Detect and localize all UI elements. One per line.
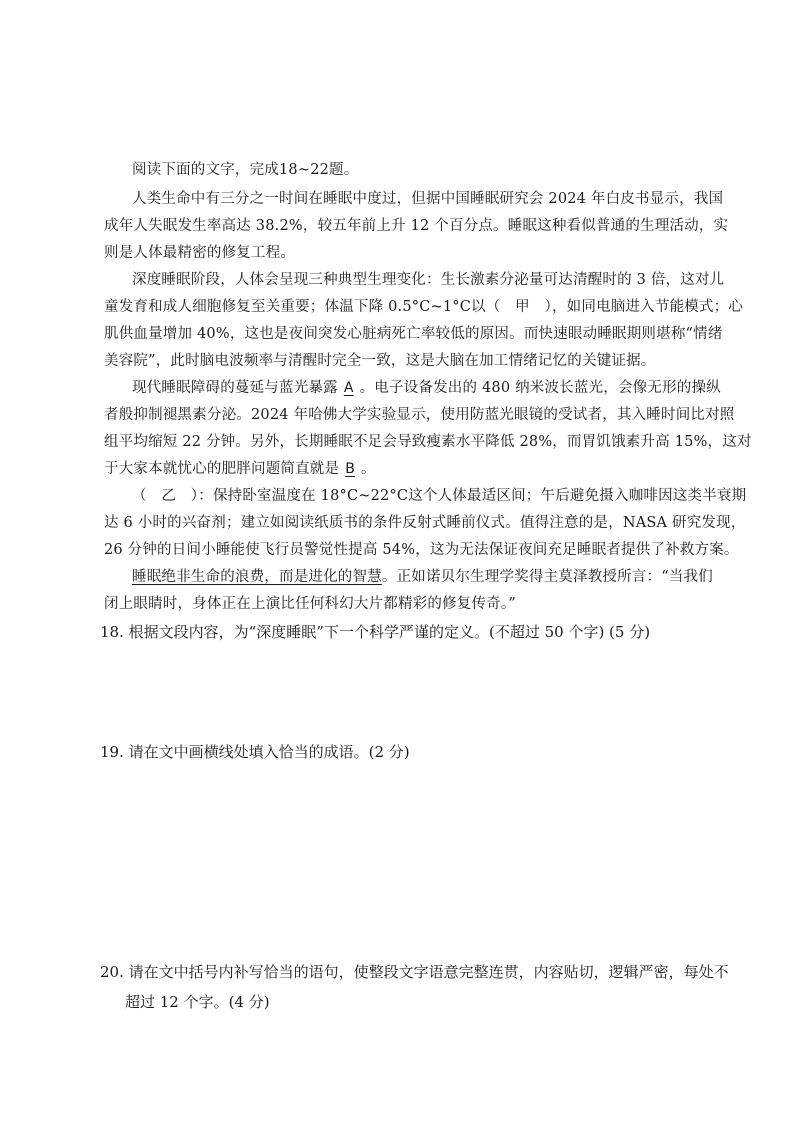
- p3-text-after-b: 。: [361, 461, 376, 477]
- question-18: 18. 根据文段内容，为“深度睡眠”下一个科学严谨的定义。(不超过 50 个字) (5 分): [100, 623, 651, 641]
- blank-b: B: [345, 461, 356, 477]
- underlined-sentence: 睡眠绝非生命的浪费，而是进化的智慧: [132, 569, 382, 585]
- paragraph-3-line-3: 组平均缩短 22 分钟。另外，长期睡眠不足会导致瘦素水平降低 28%，而胃饥饿素升高 15%，这对: [104, 434, 752, 450]
- paragraph-2-line-1: 深度睡眠阶段，人体会呈现三种典型生理变化：生长激素分泌量可达清醒时的 3 倍，这对儿: [132, 272, 725, 288]
- paragraph-1-line-1: 人类生命中有三分之一时间在睡眠中度过，但据中国睡眠研究会 2024 年白皮书显示，我国: [132, 191, 724, 207]
- question-20-line-2: 超过 12 个字。(4 分): [125, 993, 270, 1011]
- p3-text-after-a: 。电子设备发出的 480 纳米波长蓝光，会像无形的操纵: [359, 380, 721, 396]
- blank-a: A: [343, 380, 354, 396]
- paragraph-4-line-3: 26 分钟的日间小睡能使飞行员警觉性提高 54%，这为无法保证夜间充足睡眠者提供了补救方案。: [104, 542, 739, 558]
- paragraph-1-line-2: 成年人失眠发生率高达 38.2%，较五年前上升 12 个百分点。睡眠这种看似普通的生理活动，实: [104, 218, 729, 234]
- paragraph-4-line-2: 达 6 小时的兴奋剂；建立如阅读纸质书的条件反射式睡前仪式。值得注意的是，NASA 研究发现，: [104, 515, 746, 531]
- paragraph-4-line-1: （ 乙 ）：保持卧室温度在 18°C~22°C这个人体最适区间；午后避免摄入咖啡因这类半衰期: [132, 488, 747, 504]
- paragraph-3-line-1: [132, 378, 721, 398]
- paragraph-5-line-2: 闭上眼睛时，身体正在上演比任何科幻大片都精彩的修复传奇。”: [104, 596, 516, 612]
- question-20-line-1: 20. 请在文中括号内补写恰当的语句，使整段文字语意完整连贯，内容贴切，逻辑严密，每处不: [100, 963, 729, 981]
- p3-text-before-b: 于大家本就忧心的肥胖问题简直就是: [104, 461, 340, 477]
- paragraph-3-line-2: 者般抑制褪黑素分泌。2024 年哈佛大学实验显示，使用防蓝光眼镜的受试者，其入睡时间比对照: [104, 407, 735, 423]
- paragraph-1-line-3: 则是人体最精密的修复工程。: [104, 245, 296, 261]
- question-19: 19. 请在文中画横线处填入恰当的成语。(2 分): [100, 743, 410, 761]
- paragraph-3-line-4: [104, 459, 376, 479]
- paragraph-2-line-2: 童发育和成人细胞修复至关重要；体温下降 0.5°C~1°C以（ 甲 ），如同电脑进入节能模式；心: [104, 299, 744, 315]
- paragraph-5-line-1: [132, 567, 713, 587]
- paragraph-2-line-4: 美容院”，此时脑电波频率与清醒时完全一致，这是大脑在加工情绪记忆的关键证据。: [104, 353, 656, 369]
- p3-text-before-a: 现代睡眠障碍的蔓延与蓝光暴露: [132, 380, 338, 396]
- reading-intro: 阅读下面的文字，完成18~22题。: [132, 162, 359, 178]
- paragraph-2-line-3: 肌供血量增加 40%，这也是夜间突发心脏病死亡率较低的原因。而快速眼动睡眠期则堪称“情绪: [104, 326, 723, 342]
- p5-text-after: 。正如诺贝尔生理学奖得主莫泽教授所言：“当我们: [381, 569, 713, 585]
